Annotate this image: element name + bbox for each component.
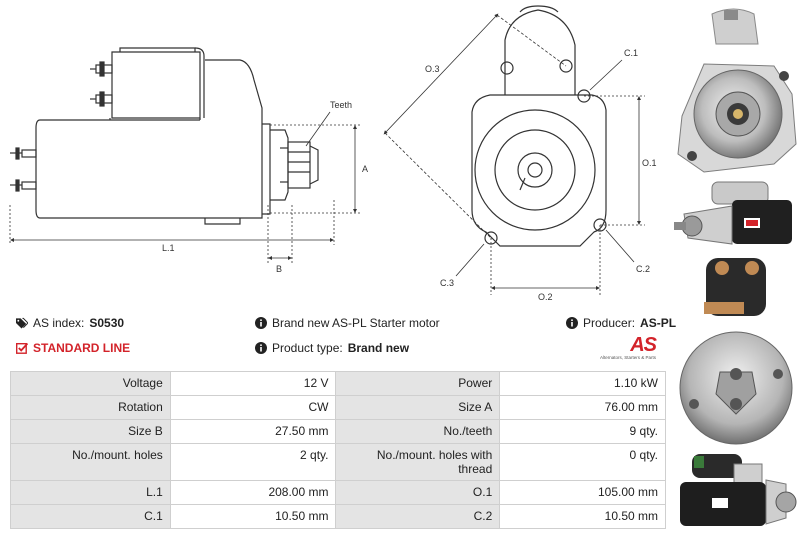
table-row (11, 372, 666, 396)
technical-drawings (0, 0, 670, 305)
spec-value: 12 V (170, 372, 336, 396)
info-circle-icon (566, 317, 578, 329)
as-index-value: S0530 (89, 316, 125, 330)
spec-table (10, 371, 666, 529)
product-line (16, 341, 130, 355)
label-o2: O.2 (538, 292, 553, 302)
spec-key: L.1 (11, 481, 171, 505)
spec-value: 1.10 kW (500, 372, 666, 396)
producer (566, 316, 676, 330)
spec-value: 27.50 mm (170, 420, 336, 444)
label-teeth: Teeth (330, 100, 353, 110)
spec-value: 0 qty. (500, 444, 666, 481)
product-description (255, 316, 440, 330)
table-row (11, 481, 666, 505)
spec-key: Size A (336, 396, 500, 420)
spec-key: No./mount. holes (11, 444, 171, 481)
product-photo-front (674, 4, 800, 176)
spec-key: O.1 (336, 481, 500, 505)
as-index-label: AS index: (33, 316, 85, 330)
label-c3: C.3 (440, 278, 455, 288)
product-photo-side-2 (674, 452, 800, 532)
spec-key: C.1 (11, 505, 171, 529)
spec-key: Rotation (11, 396, 171, 420)
spec-value: CW (170, 396, 336, 420)
producer-label: Producer: (583, 316, 636, 330)
label-o3: O.3 (425, 64, 440, 74)
table-row (11, 420, 666, 444)
logo-mark: AS (630, 334, 656, 356)
spec-key: C.2 (336, 505, 500, 529)
info-circle-icon (255, 342, 267, 354)
spec-key: No./mount. holes with thread (336, 444, 500, 481)
spec-value: 2 qty. (170, 444, 336, 481)
label-length-l1: L.1 (162, 243, 175, 253)
drawing-canvas (0, 0, 670, 305)
front-view-drawing (472, 6, 606, 246)
table-row (11, 505, 666, 529)
spec-key: Power (336, 372, 500, 396)
spec-value: 9 qty. (500, 420, 666, 444)
as-index (16, 316, 124, 330)
spec-value: 208.00 mm (170, 481, 336, 505)
spec-value: 105.00 mm (500, 481, 666, 505)
spec-value: 76.00 mm (500, 396, 666, 420)
label-c2: C.2 (636, 264, 651, 274)
product-type (255, 341, 409, 355)
product-photo-side (674, 178, 800, 250)
label-size-b: B (276, 264, 283, 274)
spec-key: Size B (11, 420, 171, 444)
label-o1: O.1 (642, 158, 657, 168)
label-size-a: A (362, 164, 369, 174)
spec-key: No./teeth (336, 420, 500, 444)
side-view-drawing (10, 48, 318, 224)
as-pl-logo (600, 335, 664, 363)
spec-value: 10.50 mm (170, 505, 336, 529)
check-square-icon (16, 342, 28, 354)
spec-value: 10.50 mm (500, 505, 666, 529)
product-type-label: Product type: (272, 341, 343, 355)
info-circle-icon (255, 317, 267, 329)
product-type-value: Brand new (347, 341, 410, 355)
product-photo-rear (674, 254, 800, 450)
logo-tagline: Alternators, Starters & Parts (600, 355, 657, 360)
description-text: Brand new AS-PL Starter motor (272, 316, 440, 330)
tags-icon (16, 317, 28, 329)
table-row (11, 396, 666, 420)
producer-value: AS-PL (640, 316, 677, 330)
label-c1: C.1 (624, 48, 639, 58)
table-row (11, 444, 666, 481)
product-line-text: STANDARD LINE (33, 341, 131, 355)
spec-key: Voltage (11, 372, 171, 396)
